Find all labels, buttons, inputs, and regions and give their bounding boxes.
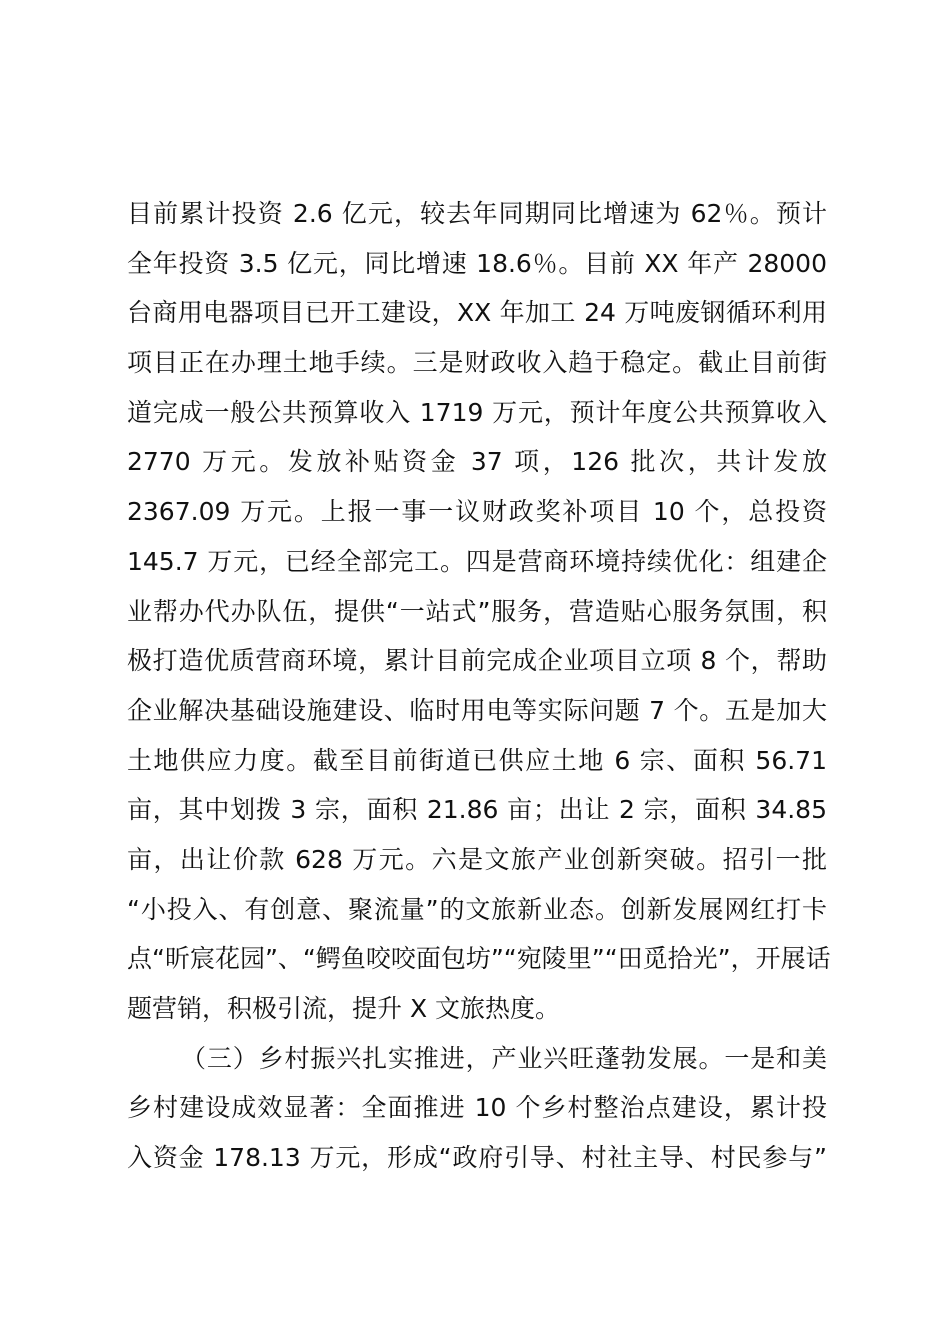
text-line: 台商用电器项目已开工建设，XX 年加工 24 万吨废钢循环利用 <box>127 298 827 328</box>
text-line: 道完成一般公共预算收入 1719 万元，预计年度公共预算收入 <box>127 397 827 427</box>
paragraph-last-line: 题营销，积极引流，提升 X 文旅热度。 <box>127 994 561 1023</box>
text-line: 项目正在办理土地手续。三是财政收入趋于稳定。截止目前街 <box>127 348 827 378</box>
text-line: 全年投资 3.5 亿元，同比增速 18.6％。目前 XX 年产 28000 <box>127 248 827 278</box>
section-heading-line: （三）乡村振兴扎实推进，产业兴旺蓬勃发展。一是和美 <box>181 1043 827 1073</box>
text-line: 乡村建设成效显著：全面推进 10 个乡村整治点建设，累计投 <box>127 1093 827 1123</box>
text-line: 入资金 178.13 万元，形成“政府引导、村社主导、村民参与” <box>127 1143 827 1173</box>
text-line: 145.7 万元，已经全部完工。四是营商环境持续优化：组建企 <box>127 546 827 576</box>
text-line: 2367.09 万元。上报一事一议财政奖补项目 10 个，总投资 <box>127 497 827 527</box>
text-line: 业帮办代办队伍，提供“一站式”服务，营造贴心服务氛围，积 <box>127 596 827 626</box>
body-text <box>127 196 831 1190</box>
text-line: 点“昕宸花园”、“鳄鱼咬咬面包坊”“宛陵里”“田觅拾光”，开展话 <box>127 944 831 974</box>
text-line: “小投入、有创意、聚流量”的文旅新业态。创新发展网红打卡 <box>127 894 827 924</box>
text-line: 亩，其中划拨 3 宗，面积 21.86 亩；出让 2 宗，面积 34.85 <box>127 795 827 825</box>
text-line: 土地供应力度。截至目前街道已供应土地 6 宗、面积 56.71 <box>127 745 827 775</box>
text-line: 亩，出让价款 628 万元。六是文旅产业创新突破。招引一批 <box>127 844 827 874</box>
text-line: 2770 万元。发放补贴资金 37 项，126 批次，共计发放 <box>127 447 827 477</box>
text-line: 企业解决基础设施建设、临时用电等实际问题 7 个。五是加大 <box>127 695 827 725</box>
text-line: 目前累计投资 2.6 亿元，较去年同期同比增速为 62％。预计 <box>127 199 827 228</box>
text-line: 极打造优质营商环境，累计目前完成企业项目立项 8 个，帮助 <box>127 646 827 676</box>
